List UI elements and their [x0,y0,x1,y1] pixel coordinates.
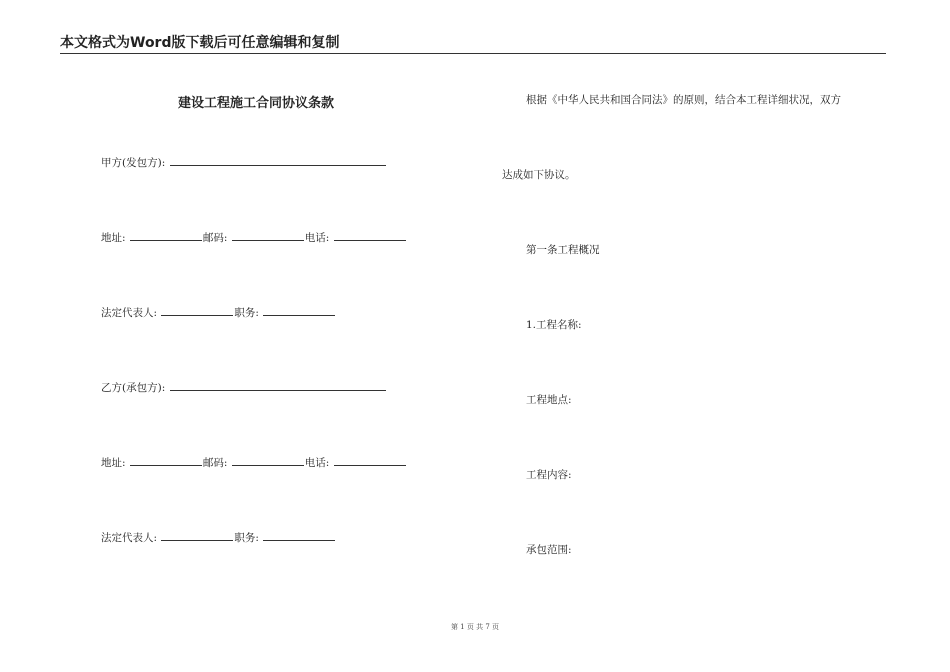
party-a-label: 甲方(发包方): [101,157,166,169]
party-b-postcode-label: 邮码: [202,457,228,469]
party-a-rep-row [101,304,336,320]
party-a-blank [170,154,386,166]
party-b-address-blank [130,454,202,466]
party-b-label: 乙方(承包方): [101,382,166,394]
project-content-label: 工程内容: [526,469,572,481]
party-b-row [101,379,387,395]
footer-suffix: 页 [492,623,500,631]
party-b-blank [170,379,386,391]
party-b-address-row [101,454,407,470]
party-a-rep-blank [161,304,233,316]
footer-mid: 页 共 [466,623,484,631]
party-b-phone-label: 电话: [304,457,330,469]
party-a-postcode-label: 邮码: [202,232,228,244]
party-b-position-label: 职务: [234,532,259,544]
document-header [60,34,886,54]
party-a-address-row [101,229,407,245]
footer-prefix: 第 [450,623,458,631]
party-a-position-blank [263,304,335,316]
party-a-postcode-blank [232,229,304,241]
party-b-rep-label: 法定代表人: [101,532,158,544]
party-b-phone-blank [334,454,406,466]
scope-label: 承包范围: [526,544,572,556]
party-b-rep-row [101,529,336,545]
party-b-address-label: 地址: [101,457,126,469]
party-a-address-label: 地址: [101,232,126,244]
page-footer [0,622,950,632]
intro-line-1: 根据《中华人民共和国合同法》的原则，结合本工程详细状况，双方 [526,94,841,106]
party-b-postcode-blank [232,454,304,466]
project-location-label: 工程地点: [526,394,572,406]
party-a-phone-blank [334,229,406,241]
footer-total-pages: 7 [485,623,490,631]
party-a-address-blank [130,229,202,241]
project-name-label: 1.工程名称: [526,319,582,331]
party-a-row [101,154,387,170]
intro-line-2: 达成如下协议。 [502,169,576,181]
header-text: 本文格式为Word版下载后可任意编辑和复制 [60,35,340,51]
footer-page-number: 1 [460,623,465,631]
party-b-position-blank [263,529,335,541]
document-title: 建设工程施工合同协议条款 [178,96,335,111]
party-b-rep-blank [161,529,233,541]
party-a-phone-label: 电话: [304,232,330,244]
article-1-heading: 第一条工程概况 [526,244,600,256]
party-a-position-label: 职务: [234,307,259,319]
party-a-rep-label: 法定代表人: [101,307,158,319]
